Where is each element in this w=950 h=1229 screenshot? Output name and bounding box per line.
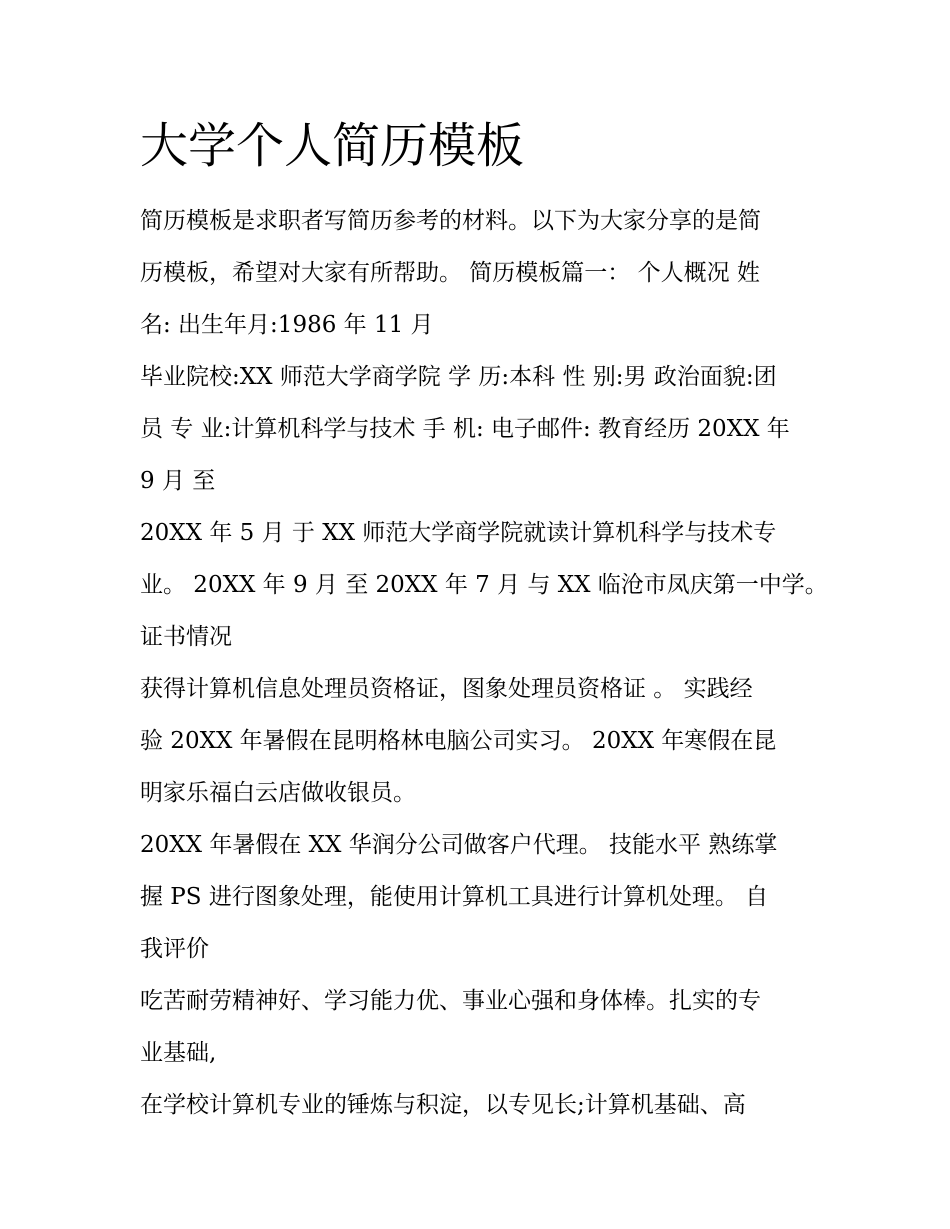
text-line: 明家乐福白云店做收银员。 <box>140 780 416 806</box>
text-line: 9 月 至 <box>140 468 216 494</box>
text-line: 验 20XX 年暑假在昆明格林电脑公司实习。 20XX 年寒假在昆 <box>140 728 777 754</box>
text-line: 历模板，希望对大家有所帮助。 简历模板篇一： 个人概况 姓 <box>140 260 760 286</box>
document-title: 大学个人简历模板 <box>140 118 525 174</box>
text-line: 名: 出生年月:1986 年 11 月 <box>140 312 434 338</box>
text-line: 吃苦耐劳精神好、学习能力优、事业心强和身体棒。扎实的专 <box>140 988 761 1014</box>
text-line: 握 PS 进行图象处理，能使用计算机工具进行计算机处理。 自 <box>140 884 769 910</box>
text-line: 获得计算机信息处理员资格证，图象处理员资格证 。 实践经 <box>140 676 753 702</box>
text-line: 业基础, <box>140 1040 217 1066</box>
text-line: 员 专 业:计算机科学与技术 手 机: 电子邮件: 教育经历 20XX 年 <box>140 416 790 442</box>
text-line: 毕业院校:XX 师范大学商学院 学 历:本科 性 别:男 政治面貌:团 <box>140 364 777 390</box>
text-line: 在学校计算机专业的锤炼与积淀，以专见长;计算机基础、高 <box>140 1092 746 1118</box>
text-line: 我评价 <box>140 936 209 962</box>
text-line: 20XX 年 5 月 于 XX 师范大学商学院就读计算机科学与技术专 <box>140 520 777 546</box>
text-line: 证书情况 <box>140 624 232 650</box>
document-body <box>140 195 828 1131</box>
text-line: 简历模板是求职者写简历参考的材料。以下为大家分享的是简 <box>140 208 761 234</box>
text-line: 业。 20XX 年 9 月 至 20XX 年 7 月 与 XX 临沧市凤庆第一中学。 <box>140 572 828 598</box>
text-line: 20XX 年暑假在 XX 华润分公司做客户代理。 技能水平 熟练掌 <box>140 832 778 858</box>
